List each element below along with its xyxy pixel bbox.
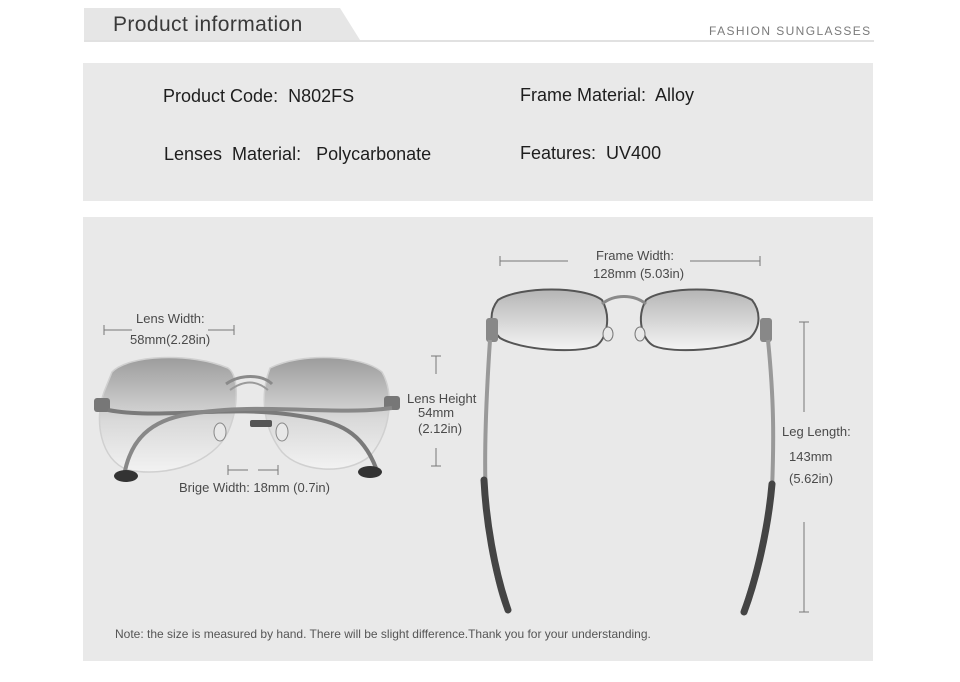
frame-material-text: Frame Material: Alloy — [520, 85, 695, 105]
leg-length-label: Leg Length: — [782, 424, 851, 439]
features-text: Features: UV400 — [520, 143, 662, 163]
frame-width-value: 128mm (5.03in) — [593, 266, 685, 281]
top-view-glasses — [484, 290, 773, 613]
lenses-material-text: Lenses Material: Polycarbonate — [164, 144, 432, 164]
section-subtitle: FASHION SUNGLASSES — [709, 24, 872, 38]
front-view-glasses — [94, 357, 400, 482]
measurement-note: Note: the size is measured by hand. There will be slight difference.Thank you for your understanding. — [115, 627, 651, 641]
lens-height-label: Lens Height — [407, 391, 477, 406]
section-title: Product information — [113, 13, 303, 36]
product-code-text: Product Code: N802FS — [163, 86, 355, 106]
leg-length-value: 143mm — [789, 449, 833, 464]
lens-height-value: 54mm — [418, 405, 455, 420]
lens-width-value: 58mm(2.28in) — [130, 332, 211, 347]
bridge-width-label: Brige Width: 18mm (0.7in) — [179, 480, 330, 495]
leg-length-value-in: (5.62in) — [789, 471, 834, 486]
lens-height-value-in: (2.12in) — [418, 421, 463, 436]
frame-width-label: Frame Width: — [596, 248, 675, 263]
lens-width-label: Lens Width: — [136, 311, 205, 326]
